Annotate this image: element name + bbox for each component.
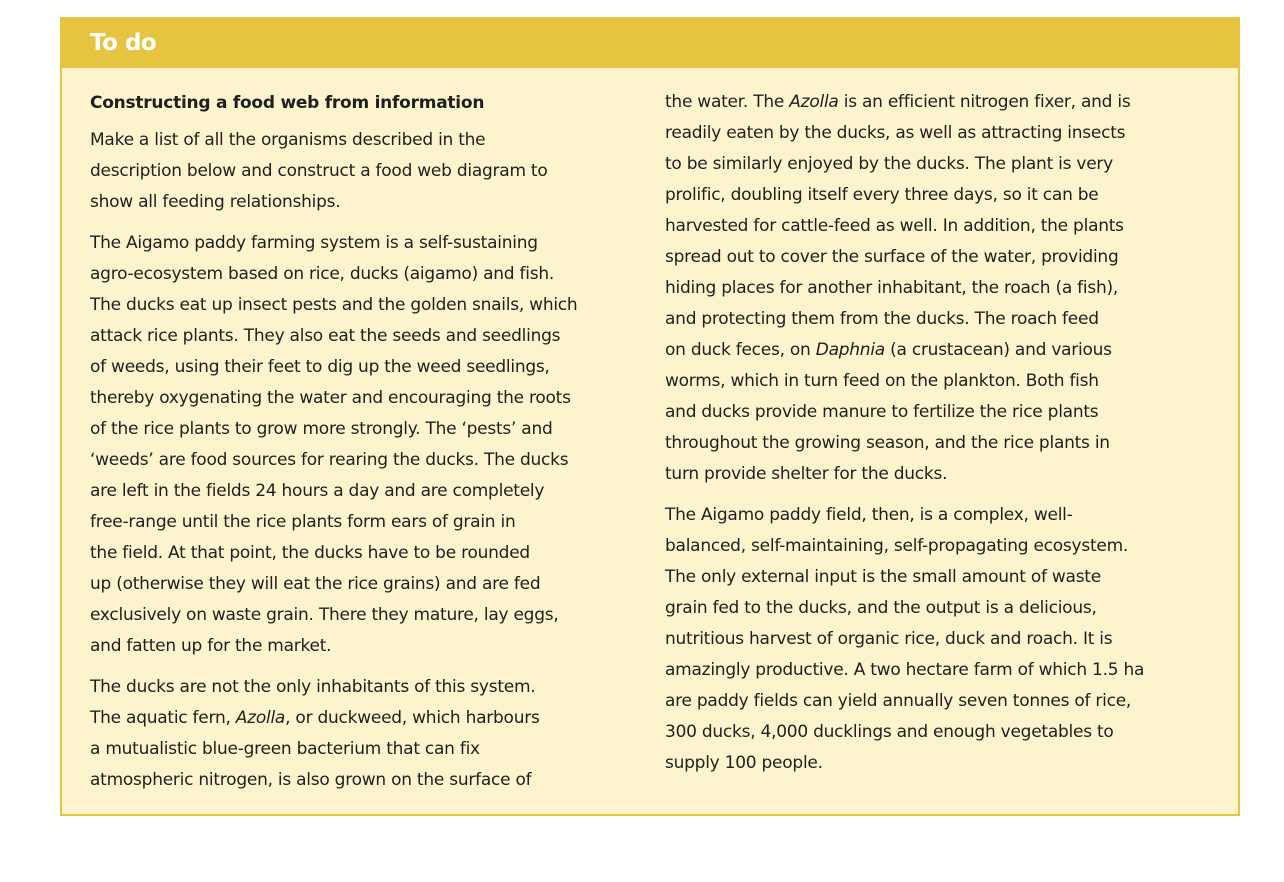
text-line: attack rice plants. They also eat the seeds and seedlings [90,326,561,346]
text-fragment: on duck feces, on [665,340,816,360]
text-line: are left in the fields 24 hours a day and are completely [90,481,545,501]
text-line: amazingly productive. A two hectare farm of which 1.5 ha [665,660,1145,680]
text-fragment: , or duckweed, which harbours [285,708,540,728]
text-line: The Aigamo paddy farming system is a self-sustaining [90,233,538,253]
conclusion-paragraph [665,500,1225,779]
inhabitants-paragraph [90,672,640,796]
text-line: a mutualistic blue-green bacterium that can fix [90,739,480,759]
text-line: atmospheric nitrogen, is also grown on the surface of [90,770,532,790]
text-line: and protecting them from the ducks. The roach feed [665,309,1099,329]
todo-box [60,17,1240,816]
text-line: prolific, doubling itself every three days, so it can be [665,185,1099,205]
text-line: to be similarly enjoyed by the ducks. The plant is very [665,154,1113,174]
left-column [90,68,640,806]
text-line: and fatten up for the market. [90,636,332,656]
text-line: turn provide shelter for the ducks. [665,464,948,484]
azolla-roach-paragraph [665,87,1225,490]
text-fragment: (a crustacean) and various [884,340,1112,360]
text-line: of the rice plants to grow more strongly. The ‘pests’ and [90,419,553,439]
text-line: supply 100 people. [665,753,823,773]
text-line: throughout the growing season, and the rice plants in [665,433,1110,453]
species-name-daphnia: Daphnia [815,340,885,360]
text-line: thereby oxygenating the water and encouraging the roots [90,388,571,408]
text-line [90,703,640,734]
text-line: harvested for cattle-feed as well. In addition, the plants [665,216,1124,236]
text-line: hiding places for another inhabitant, the roach (a fish), [665,278,1119,298]
text-line: Make a list of all the organisms described in the [90,130,486,150]
aigamo-system-paragraph [90,228,640,662]
instruction-paragraph [90,125,640,218]
todo-header [62,19,1238,68]
todo-body [62,68,1238,814]
text-line: exclusively on waste grain. There they mature, lay eggs, [90,605,559,625]
text-fragment: the water. The [665,92,790,112]
text-line: grain fed to the ducks, and the output is a delicious, [665,598,1097,618]
text-line: The Aigamo paddy field, then, is a complex, well- [665,505,1073,525]
text-line: up (otherwise they will eat the rice grains) and are fed [90,574,541,594]
text-line: The ducks eat up insect pests and the golden snails, which [90,295,578,315]
text-line: description below and construct a food web diagram to [90,161,548,181]
text-line: worms, which in turn feed on the plankton. Both fish [665,371,1099,391]
text-line: the field. At that point, the ducks have to be rounded [90,543,530,563]
text-line [665,87,1225,118]
text-line: of weeds, using their feet to dig up the weed seedlings, [90,357,550,377]
section-subheading: Constructing a food web from information [90,93,485,113]
text-line: and ducks provide manure to fertilize the rice plants [665,402,1099,422]
text-line [665,335,1225,366]
text-line: show all feeding relationships. [90,192,341,212]
text-line: free-range until the rice plants form ears of grain in [90,512,516,532]
text-line: The only external input is the small amount of waste [665,567,1101,587]
text-line: ‘weeds’ are food sources for rearing the ducks. The ducks [90,450,569,470]
text-line: nutritious harvest of organic rice, duck and roach. It is [665,629,1113,649]
text-fragment: is an efficient nitrogen fixer, and is [838,92,1131,112]
text-line: agro-ecosystem based on rice, ducks (aigamo) and fish. [90,264,554,284]
species-name-azolla: Azolla [789,92,839,112]
right-column [665,68,1225,789]
text-line: 300 ducks, 4,000 ducklings and enough vegetables to [665,722,1114,742]
text-line: are paddy fields can yield annually seven tonnes of rice, [665,691,1132,711]
species-name-azolla: Azolla [235,708,286,728]
text-fragment: The aquatic fern, [90,708,236,728]
text-line: balanced, self-maintaining, self-propagating ecosystem. [665,536,1129,556]
todo-title: To do [90,30,157,56]
text-line: spread out to cover the surface of the water, providing [665,247,1119,267]
text-line: readily eaten by the ducks, as well as attracting insects [665,123,1126,143]
text-line: The ducks are not the only inhabitants of this system. [90,677,536,697]
